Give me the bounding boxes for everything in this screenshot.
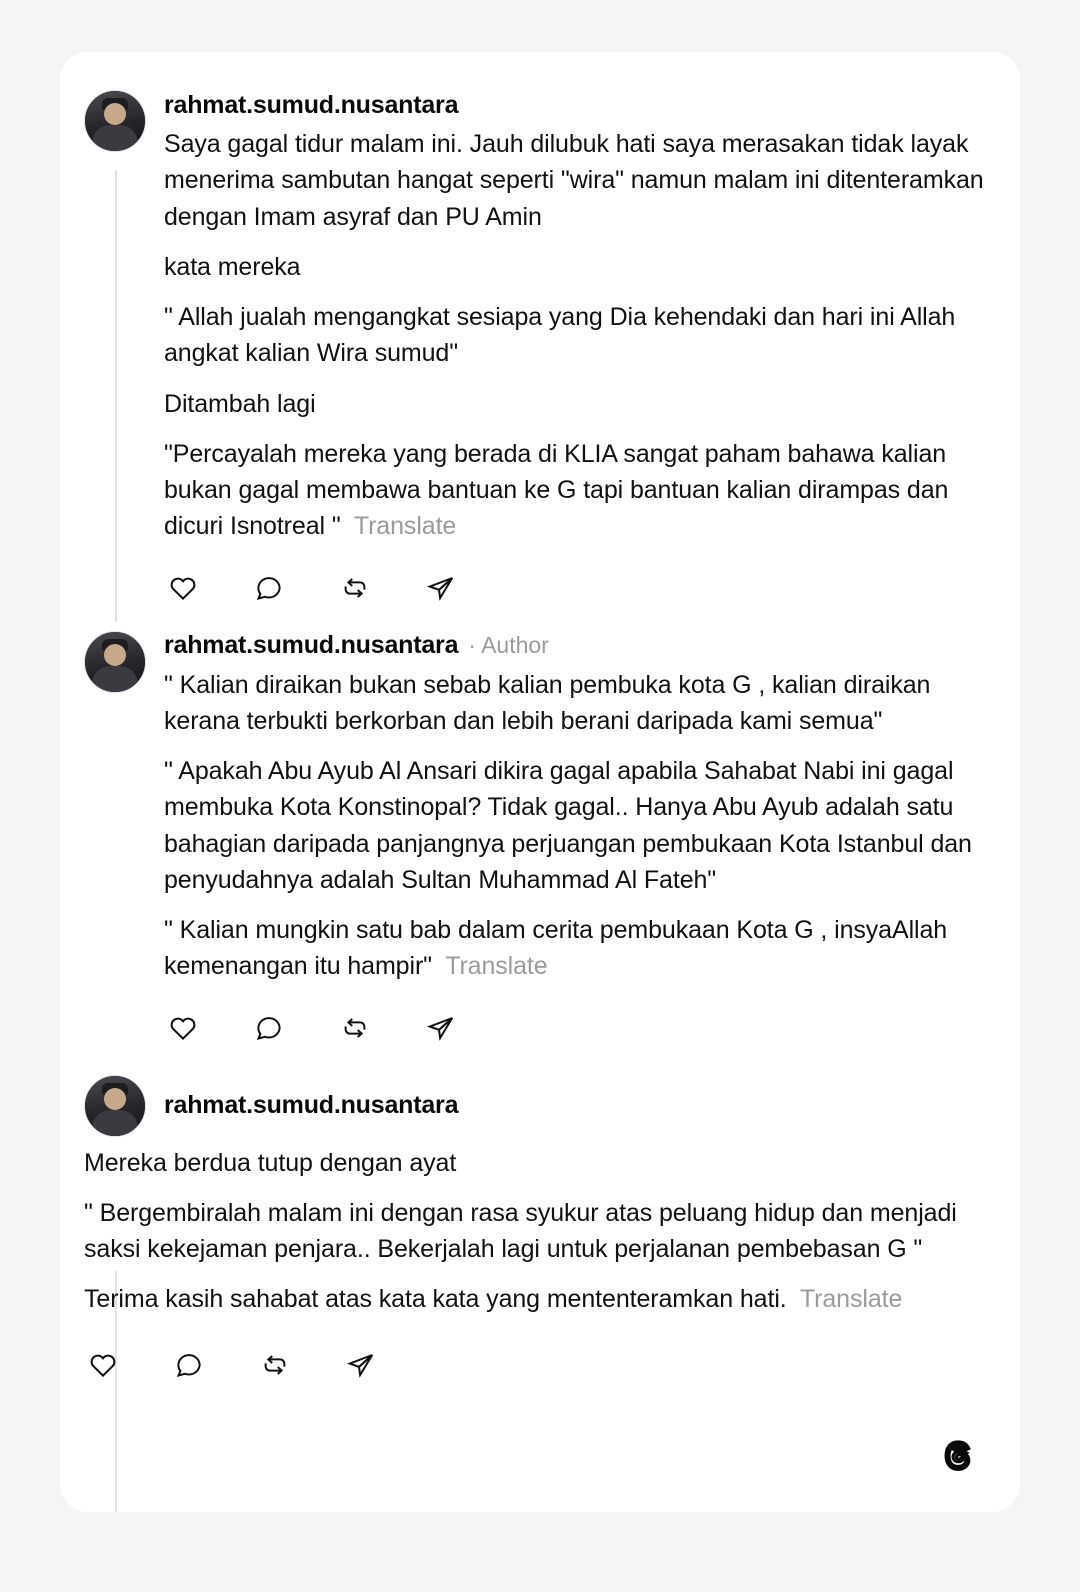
share-icon[interactable] [424, 1011, 458, 1045]
repost-icon[interactable] [338, 571, 372, 605]
share-icon[interactable] [424, 571, 458, 605]
post-3-paragraph-1: Mereka berdua tutup dengan ayat [84, 1148, 457, 1177]
post-1-paragraph-1: Saya gagal tidur malam ini. Jauh dilubuk hati saya merasakan tidak layak menerima sambutan hangat seperti "wira" namun malam ini ditenteramkan dengan Imam asyraf dan PU Amin [164, 130, 984, 231]
like-icon[interactable] [166, 1011, 200, 1045]
avatar[interactable] [84, 631, 146, 693]
post-3-translate-link[interactable]: Translate [799, 1285, 903, 1314]
post-1-paragraph-4: Ditambah lagi [164, 389, 316, 418]
post-1-paragraph-3: " Allah jualah mengangkat sesiapa yang Dia kehendaki dan hari ini Allah angkat kalian Wira sumud" [164, 303, 956, 368]
share-icon[interactable] [344, 1348, 378, 1382]
post-2-translate-link[interactable]: Translate [445, 952, 548, 981]
post-1 [60, 52, 1020, 605]
thread-card [60, 52, 1020, 1512]
comment-icon[interactable] [252, 571, 286, 605]
threads-logo-icon [936, 1432, 980, 1476]
post-2-paragraph-1: " Kalian diraikan bukan sebab kalian pembuka kota G , kalian diraikan kerana terbukti berkorban dan lebih berani daripada kami semua" [164, 670, 931, 735]
comment-icon[interactable] [172, 1348, 206, 1382]
post-1-name-row [164, 90, 996, 120]
post-3-username[interactable]: rahmat.sumud.nusantara [164, 1091, 459, 1119]
post-3-paragraph-3-text: Terima kasih sahabat atas kata kata yang mententeramkan hati. [84, 1285, 787, 1314]
repost-icon[interactable] [258, 1348, 292, 1382]
post-3-paragraph-3 [84, 1281, 996, 1317]
comment-icon[interactable] [252, 1011, 286, 1045]
thread-connector-line [115, 170, 117, 622]
post-3 [60, 1075, 1020, 1382]
post-1-paragraph-5 [164, 436, 996, 545]
post-3-header [84, 1075, 996, 1137]
post-2-paragraph-3 [164, 912, 996, 985]
post-2-name-row [164, 631, 996, 661]
avatar[interactable] [84, 1075, 146, 1137]
post-3-body [84, 1145, 996, 1382]
post-1-username[interactable]: rahmat.sumud.nusantara [164, 90, 459, 119]
post-2-username[interactable]: rahmat.sumud.nusantara [164, 631, 459, 659]
post-1-paragraph-5-text: "Percayalah mereka yang berada di KLIA sangat paham bahawa kalian bukan gagal membawa bantuan ke G tapi bantuan kalian dirampas dan dicuri Isnotreal " [164, 439, 949, 541]
like-icon[interactable] [166, 571, 200, 605]
post-3-actions [84, 1348, 996, 1382]
post-1-translate-link[interactable]: Translate [353, 512, 457, 541]
post-1-paragraph-2: kata mereka [164, 252, 301, 281]
post-3-paragraph-2: " Bergembiralah malam ini dengan rasa syukur atas peluang hidup dan menjadi saksi kekejaman penjara.. Bekerjalah lagi untuk perjalanan pembebasan G " [84, 1198, 957, 1263]
post-2-actions [164, 1011, 996, 1045]
post-2-header [84, 631, 996, 1045]
post-2-author-badge: · Author [468, 632, 549, 658]
post-2-paragraph-2: " Apakah Abu Ayub Al Ansari dikira gagal apabila Sahabat Nabi ini gagal membuka Kota Konstinopal? Tidak gagal.. Hanya Abu Ayub adalah satu bahagian daripada panjangnya perjuangan pembukaan Kota Istanbul dan penyudahnya adalah Sultan Muhammad Al Fateh" [164, 757, 972, 894]
like-icon[interactable] [86, 1348, 120, 1382]
post-2 [60, 631, 1020, 1045]
repost-icon[interactable] [338, 1011, 372, 1045]
post-2-paragraph-3-text: " Kalian mungkin satu bab dalam cerita pembukaan Kota G , insyaAllah kemenangan itu hampir" [164, 916, 948, 981]
post-1-actions [164, 571, 996, 605]
avatar[interactable] [84, 90, 146, 152]
post-1-header [84, 90, 996, 605]
